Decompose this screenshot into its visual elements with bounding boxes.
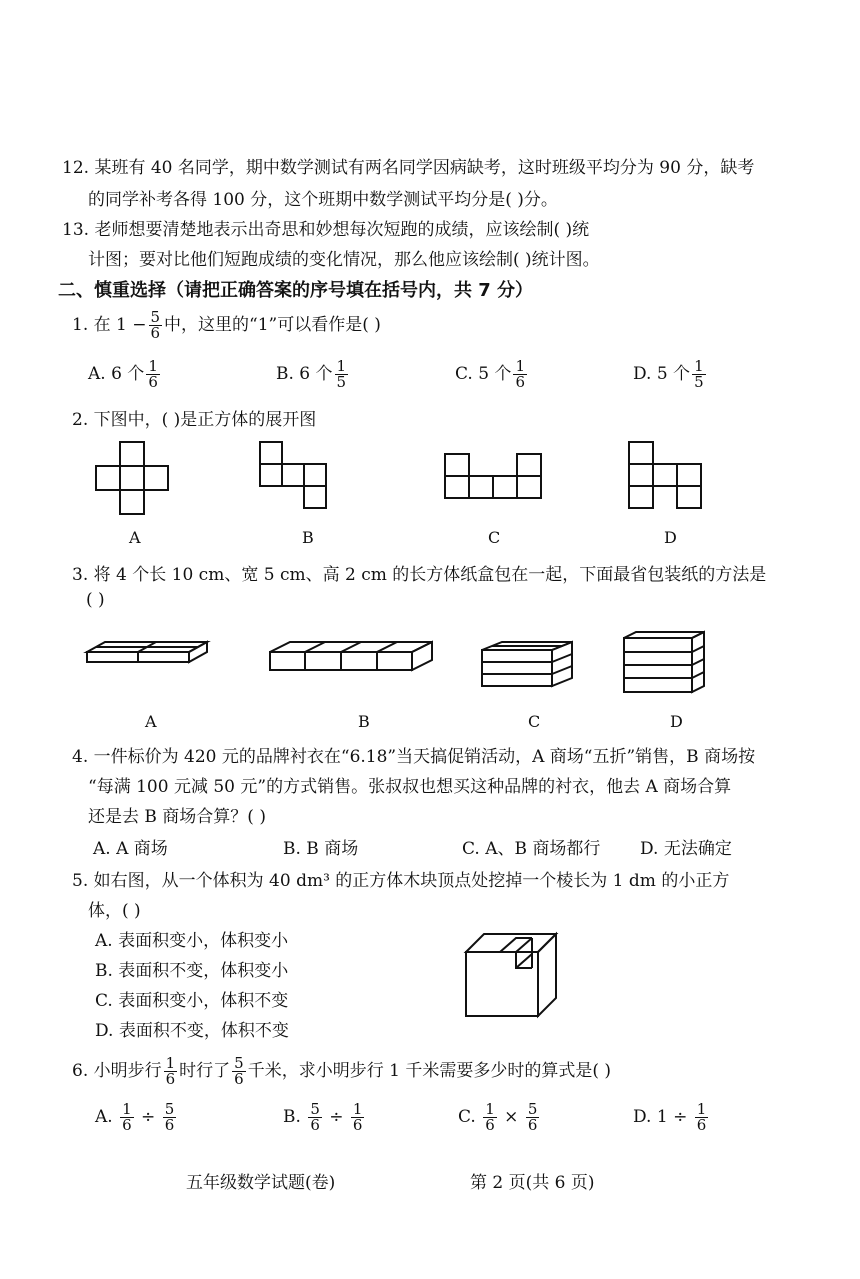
box-stack-d-figure (622, 630, 712, 700)
choice4-stem-line1: 4. 一件标价为 420 元的品牌衬衣在“6.18”当天搞促销活动，A 商场“五折”销售，B 商场按 (72, 747, 756, 767)
net-label-c: C (488, 528, 501, 547)
choice5-option-d[interactable]: D. 表面积不变，体积不变 (95, 1021, 289, 1041)
choice5-stem-line1: 5. 如右图，从一个体积为 40 dm³ 的正方体木块顶点处挖掉一个棱长为 1 dm 的小正方 (72, 871, 730, 891)
net-label-a: A (129, 528, 141, 547)
choice6-option-a[interactable]: A. $\frac{1}{6}$ ÷ $\frac{5}{6}$ (95, 1100, 175, 1134)
box-label-b: B (358, 712, 370, 731)
choice4-option-d[interactable]: D. 无法确定 (640, 839, 732, 859)
footer-page-number: 第 2 页(共 6 页) (470, 1173, 595, 1193)
net-b-figure (258, 440, 338, 520)
choice3-stem-line1: 3. 将 4 个长 10 cm、宽 5 cm、高 2 cm 的长方体纸盒包在一起，下面最省包装纸的方法是 (72, 565, 767, 585)
net-a-figure (95, 438, 175, 518)
choice1-prefix: 1. 在 1 − (72, 315, 147, 335)
choice4-option-c[interactable]: C. A、B 商场都行 (462, 839, 601, 859)
choice4-option-b[interactable]: B. B 商场 (283, 839, 359, 859)
box-stack-b-figure (268, 640, 438, 685)
box-stack-a-figure (85, 640, 215, 685)
box-label-d: D (670, 712, 683, 731)
choice6-option-b[interactable]: B. $\frac{5}{6}$ ÷ $\frac{1}{6}$ (283, 1100, 363, 1134)
box-label-a: A (145, 712, 157, 731)
choice6-option-c[interactable]: C. $\frac{1}{6}$ × $\frac{5}{6}$ (458, 1100, 538, 1134)
q12-line2: 的同学补考各得 100 分，这个班期中数学测试平均分是( )分。 (88, 190, 558, 210)
box-label-c: C (528, 712, 541, 731)
choice4-stem-line3: 还是去 B 商场合算？( ) (88, 807, 266, 827)
choice1-option-b[interactable]: B. 6 个 $\frac{1}{5}$ (276, 357, 347, 391)
footer-exam-title: 五年级数学试题(卷) (186, 1173, 336, 1193)
net-d-figure (627, 440, 707, 520)
choice4-stem-line2: “每满 100 元减 50 元”的方式销售。张叔叔也想买这种品牌的衬衣，他去 A 商场合算 (88, 777, 732, 797)
cut-cube-figure (462, 930, 562, 1020)
choice5-option-b[interactable]: B. 表面积不变，体积变小 (95, 961, 289, 981)
q13-line2: 计图；要对比他们短跑成绩的变化情况，那么他应该绘制( )统计图。 (88, 250, 600, 270)
section-title: 二、慎重选择（请把正确答案的序号填在括号内，共 7 分） (58, 280, 534, 301)
choice6-option-d[interactable]: D. 1 ÷ $\frac{1}{6}$ (633, 1100, 707, 1134)
choice2-stem: 2. 下图中，( )是正方体的展开图 (72, 410, 317, 430)
choice3-stem-line2: ( ) (86, 590, 105, 610)
choice5-option-a[interactable]: A. 表面积变小，体积变小 (95, 931, 289, 951)
q13-line1: 13. 老师想要清楚地表示出奇思和妙想每次短跑的成绩，应该绘制( )统 (62, 220, 590, 240)
choice1-option-c[interactable]: C. 5 个 $\frac{1}{6}$ (455, 357, 525, 391)
net-c-figure (443, 452, 553, 512)
box-stack-c-figure (480, 640, 580, 690)
choice6-stem: 6. 小明步行 $\frac{1}{6}$ 时行了 $\frac{5}{6}$ 千米，求小明步行 1 千米需要多少时的算式是( ) (72, 1054, 612, 1088)
choice1-option-d[interactable]: D. 5 个 $\frac{1}{5}$ (633, 357, 704, 391)
choice4-option-a[interactable]: A. A 商场 (93, 839, 168, 859)
net-label-b: B (302, 528, 314, 547)
net-label-d: D (664, 528, 677, 547)
choice5-stem-line2: 体，( ) (88, 901, 141, 921)
choice1-option-a[interactable]: A. 6 个 $\frac{1}{6}$ (88, 357, 158, 391)
choice5-option-c[interactable]: C. 表面积变小，体积不变 (95, 991, 289, 1011)
choice1-stem (72, 310, 381, 341)
choice1-suffix: 中，这里的“1”可以看作是( ) (164, 315, 381, 335)
q12-line1: 12. 某班有 40 名同学，期中数学测试有两名同学因病缺考，这时班级平均分为 90 分，缺考 (62, 158, 755, 178)
choice1-fraction: $\frac{5}{6}$ (150, 308, 161, 342)
